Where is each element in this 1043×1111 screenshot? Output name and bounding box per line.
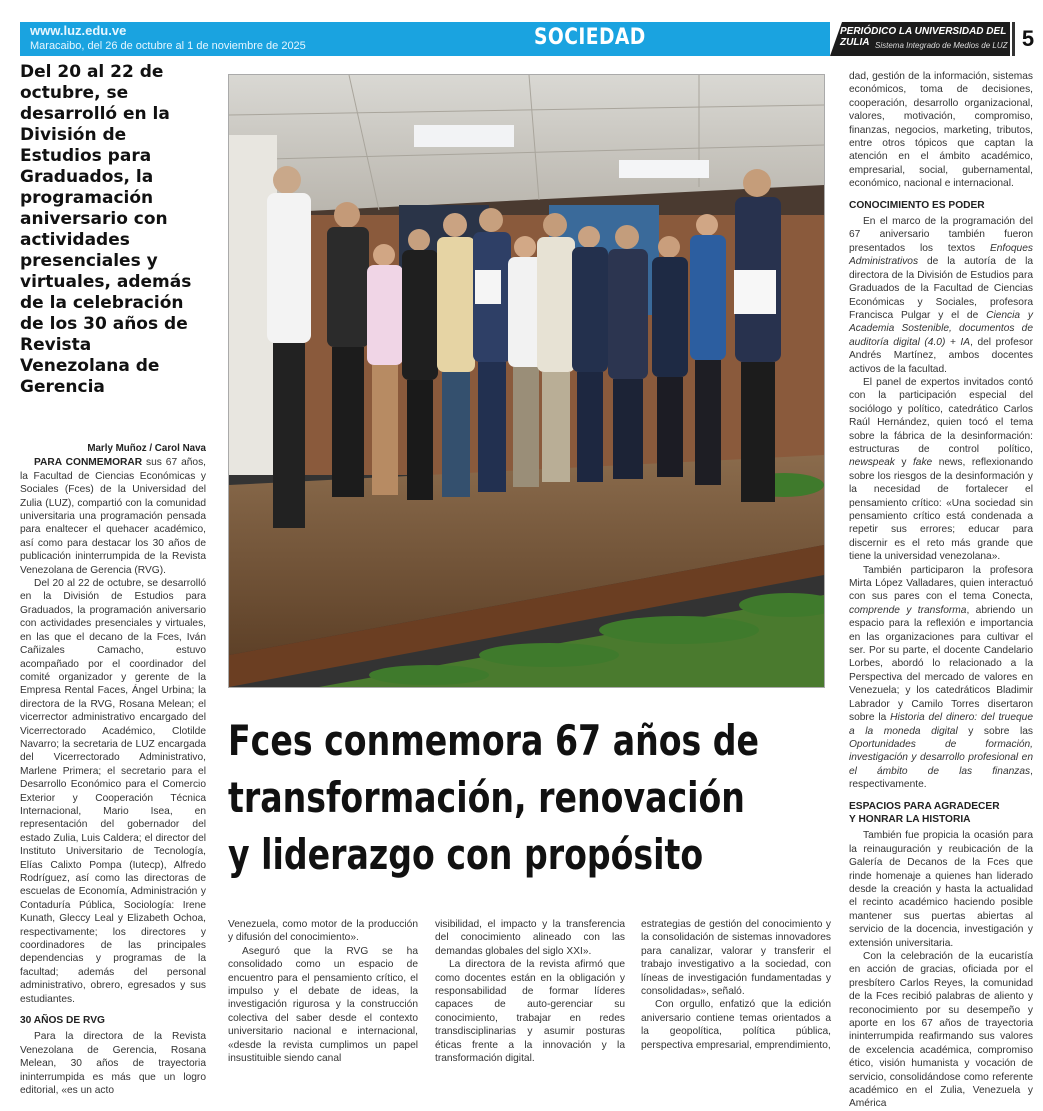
paragraph: También participaron la profesora Mirta López Valladares, quien interactuó con sus pares con el tema Conecta, comprende y transforma, abriendo un espacio para la reflexión e importancia en las organizaciones para cultivar el ser. Por su parte, el docente Candelario Lorbes, abordó lo relacionado a la Perspectiva del mercado de valores en Venezuela; y los catedráticos Bladimir Labrador y Camilo Torres disertaron sobre la Historia del dinero: del trueque a la moneda digital y sobre las Oportunidades de formación, investigación y desarrollo profesional en el ámbito de las finanzas, respectivamente. [849, 564, 1034, 791]
article-deck: Del 20 al 22 de octubre, se desarrolló en la División de Estudios para Graduados, la programación aniversario con actividades presenciales y virtuales, además de la celebración de los 30 años de Revista Venezolana de Gerencia [20, 62, 192, 397]
headline-line: transformación, renovación [228, 773, 745, 822]
article-column-1 [20, 442, 206, 1098]
article-column-3 [435, 918, 625, 1065]
section-title: SOCIEDAD [534, 25, 646, 50]
site-url: www.luz.edu.ve [30, 23, 127, 38]
article-column-5 [849, 70, 1033, 1111]
page-header [20, 22, 1038, 56]
paragraph: dad, gestión de la información, sistemas económicos, toma de decisiones, cooperación, desarrollo organizacional, valores, motivación, compromiso, finanzas, negocios, marketing, tributos, entre otros tópicos que captan la atención en el ámbito académico, empresarial, social, gubernamental, económico, nacional e internacional. [849, 71, 1033, 190]
article-headline [228, 712, 760, 883]
paragraph: Del 20 al 22 de octubre, se desarrolló en la División de Estudios para Graduados, la programación aniversario con actividades presenciales y virtuales, en las que el decano de la Fces, Iván Cañizales Camacho, estuvo acompañado por el coordinador del comité organizador y gerente de la Empresa Rental Faces, Ángel Urbina; la directora de la RVG, Rosana Melean; el vicerrector administrativo encargado del Vicerrectorado Académico, Clotilde Navarro; la secretaria de LUZ encargada del Vicerrectorado Administrativo, Marlene Primera; el secretario para el Desarrollo Económico para el Comercio Exterior y Cooperación Técnica Internacional, Mario Isea, en representación del gobernador del estado Zulia, Luis Caldera; el director del Instituto Universitario de Tecnología, Elías Calixto Pompa (Iutecp), Alfredo Rodríguez, así como las directoras de escuelas de Economía, Administración y Contaduría Pública, Sociología: Irene Kunath, Gleccy Leal y Elizabeth Ochoa, respectivamente; los directores y coordinadores de las principales dependencias y programas de la facultad; además del personal administrativo, obrero, egresados y sus estudiantes. [20, 578, 206, 1005]
subheading-espacios: ESPACIOS PARA AGRADECER Y HONRAR LA HISTORIA [849, 800, 1000, 825]
paragraph: Venezuela, como motor de la producción y difusión del conocimiento». [228, 919, 418, 944]
newspaper-subtitle: Sistema Integrado de Medios de LUZ [875, 41, 1008, 50]
paragraph: Con orgullo, enfatizó que la edición aniversario contiene temas orientados a la geopolítica, política pública, perspectiva empresarial, emprendimiento, [641, 999, 831, 1051]
headline-line: y liderazgo con propósito [228, 830, 704, 879]
paragraph: Aseguró que la RVG se ha consolidado como un espacio de encuentro para el pensamiento crítico, el impulso y el debate de ideas, la investigación rigurosa y la construcción colectiva del saber desde el contexto universitario nacional e internacional, «desde la revista cumplimos un papel insustituible siendo canal [228, 945, 418, 1065]
paragraph: Para la directora de la Revista Venezolana de Gerencia, Rosana Melean, 30 años de trayectoria ininterrumpida es más que un logro editorial, «es un acto [20, 1031, 206, 1097]
article-column-2 [228, 918, 418, 1065]
group-photo [228, 74, 825, 688]
paragraph: También fue propicia la ocasión para la reinauguración y reubicación de la Galería de Decanos de la Fces que rinde homenaje a quienes han liderado desde la creación y hasta la actualidad el recinto académico haciendo posible mantener sus puertas abiertas al servicio de la docencia, investigación y extensión universitaria. [849, 830, 1033, 949]
paragraph: La directora de la revista afirmó que como docentes están en la obligación y responsabilidad de formar líderes capaces de auto-gerenciar su conocimiento, trabajar en redes transdisciplinarias y asumir posturas éticas frente a la innovación y la transformación digital. [435, 959, 625, 1065]
article-byline: Marly Muñoz / Carol Nava [87, 443, 206, 454]
newspaper-name: PERIÓDICO LA UNIVERSIDAD DEL ZULIA [840, 26, 1007, 48]
page-number: 5 [1012, 22, 1041, 56]
paragraph: Con la celebración de la eucaristía en acción de gracias, oficiada por el presbítero Carlos Reyes, la comunidad de la Fces recibió palabras de aliento y reconocimiento por su desempeño y aporte en los 67 años de trayectoria ininterrumpida reafirmando sus valores de excelencia académica, compromiso ético, visión humanista y vocación de servicio, consolidándose como referente académico en el Zulia, Venezuela y América [849, 951, 1033, 1110]
paragraph: visibilidad, el impacto y la transferencia del conocimiento alineado con las demandas globales del siglo XXI». [435, 919, 625, 957]
issue-date: Maracaibo, del 26 de octubre al 1 de noviembre de 2025 [30, 40, 306, 52]
headline-line: Fces conmemora 67 años de [228, 716, 760, 765]
paragraph: estrategias de gestión del conocimiento y la consolidación de sistemas innovadores para canalizar, valorar y transferir el trabajo investigativo a la sociedad, con líneas de investigación fundamentadas y consolidadas», señaló. [641, 919, 831, 998]
subheading-conocimiento: CONOCIMIENTO ES PODER [849, 199, 985, 211]
lead-kicker: PARA CONMEMORAR [34, 457, 143, 469]
paragraph: En el marco de la programación del 67 aniversario también fueron presentados los textos Enfoques Administrativos de la autoría de la directora de la División de Estudios para Graduados de la Facultad de Ciencias Económicas y Sociales, profesora Francisca Pulgar y el de Ciencia y Academia Sostenible, documentos de auditoría digital (4.0) + IA, del profesor Andrés Martínez, ambos docentes activos de la facultad. [849, 216, 1033, 375]
paragraph: El panel de expertos invitados contó con la participación especial del sociólogo y político, catedrático Carlos Raúl Hernández, quien tocó el tema sobre la fábrica de la desinformación: estructuras de control político, newspeak y fake news, reflexionando sobre los riesgos de la desinformación y la necesidad de fortalecer el pensamiento crítico: «Una sociedad sin pensamiento crítico está condenada a repetir sus errores; educar para discernir es el reto más grande que tiene la universidad venezolana». [849, 376, 1033, 563]
paragraph: PARA CONMEMORAR sus 67 años, la Facultad de Ciencias Económicas y Sociales (Fces) de la Universidad del Zulia (LUZ), compartió con la comunidad universitaria una programación pensada para enaltecer el quehacer académico, así como para destacar los 30 años de publicación ininterrumpida de la Revista Venezolana de Gerencia (RVG). [20, 457, 206, 576]
subheading-rvg: 30 AÑOS DE RVG [20, 1015, 105, 1027]
article-column-4 [641, 918, 831, 1052]
